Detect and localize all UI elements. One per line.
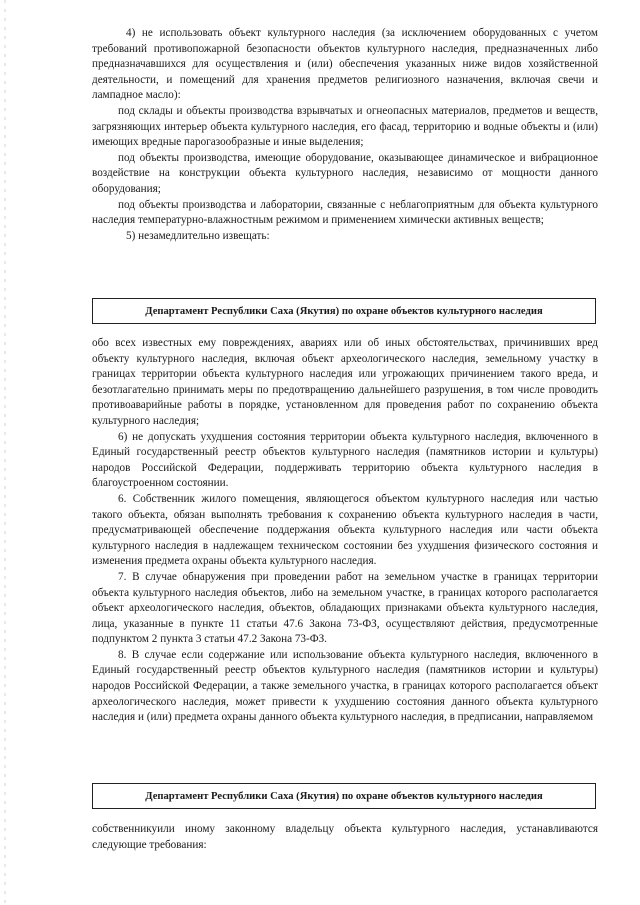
item-5: 5) незамедлительно извещать: <box>126 229 270 242</box>
section-1 <box>92 26 598 244</box>
section-3 <box>92 822 598 853</box>
department-box-1: Департамент Республики Саха (Якутия) по охране объектов культурного наследия <box>92 298 596 324</box>
item-6: 6) не допускать ухудшения состояния территории объекта культурного наследия, включенного в Единый государственный реестр объектов культурного наследия (памятников истории и культуры) народов Российской Федерации, поддерживать территорию объекта культурного наследия в благоустроенном состоянии. <box>92 430 598 490</box>
clause-6: 6. Собственник жилого помещения, являющегося объектом культурного наследия или частью такого объекта, обязан выполнять требования к сохранению объекта культурного наследия в части, предусматривающей обеспечение поддержания объекта культурного наследия или части объекта культурного наследия в надлежащем техническом состоянии без ухудшения физического состояния и изменения предмета охраны объекта культурного наследия. <box>92 492 598 568</box>
item-4: 4) не использовать объект культурного наследия (за исключением оборудованных с учетом требований противопожарной безопасности объектов культурного наследия, предназначенных либо предназначавшихся для осуществления и (или) обеспечения указанных ниже видов хозяйственной деятельности, и помещений для хранения предметов религиозного назначения, включая свечи и лампадное масло): <box>92 27 598 102</box>
clause-8: 8. В случае если содержание или использование объекта культурного наследия, включенного в Единый государственный реестр объектов культурного наследия (памятников истории и культуры) народов Российской Федерации, а также земельного участка, в границах которого располагается объект археологического наследия, может привести к ухудшению состояния данного объекта культурного наследия и (или) предмета охраны данного объекта культурного наследия, в предписании, направляемом <box>92 648 598 724</box>
paragraph-warehouses: под склады и объекты производства взрывчатых и огнеопасных материалов, предметов и веществ, загрязняющих интерьер объекта культурного наследия, его фасад, территорию и водные объекты и (или) имеющих вредные парогазообразные и иные выделения; <box>92 104 598 149</box>
paragraph-damage-notice: обо всех известных ему повреждениях, авариях или об иных обстоятельствах, причинивших вред объекту культурного наследия, включая объект археологического наследия, земельному участку в границах территории объекта культурного наследия или угрожающих причинением такого вреда, и безотлагательно принимать меры по предотвращению дальнейшего разрушения, в том числе проводить противоаварийные работы в порядке, установленном для проведения работ по сохранению объекта культурного наследия; <box>92 337 598 427</box>
paragraph-vibration: под объекты производства, имеющие оборудование, оказывающее динамическое и вибрационное воздействие на конструкции объекта культурного наследия, независимо от мощности данного оборудования; <box>92 151 598 195</box>
paragraph-requirements: собственникуили иному законному владельцу объекта культурного наследия, устанавливаются следующие требования: <box>92 823 598 851</box>
department-box-2: Департамент Республики Саха (Якутия) по охране объектов культурного наследия <box>92 783 596 809</box>
clause-7: 7. В случае обнаружения при проведении работ на земельном участке в границах территории объекта культурного наследия объектов, либо на земельном участке, в границах которого располагается объект археологического наследия, объектов, обладающих признаками объекта культурного наследия, лица, указанные в пункте 11 статьи 47.6 Закона 73-ФЗ, осуществляют действия, предусмотренные подпунктом 2 пункта 3 статьи 47.2 Закона 73-ФЗ. <box>92 570 598 646</box>
section-2 <box>92 336 598 726</box>
paragraph-laboratories: под объекты производства и лаборатории, связанные с неблагоприятным для объекта культурного наследия температурно-влажностным режимом и применением химически активных веществ; <box>92 198 598 227</box>
scan-margin-artifact <box>4 0 6 905</box>
